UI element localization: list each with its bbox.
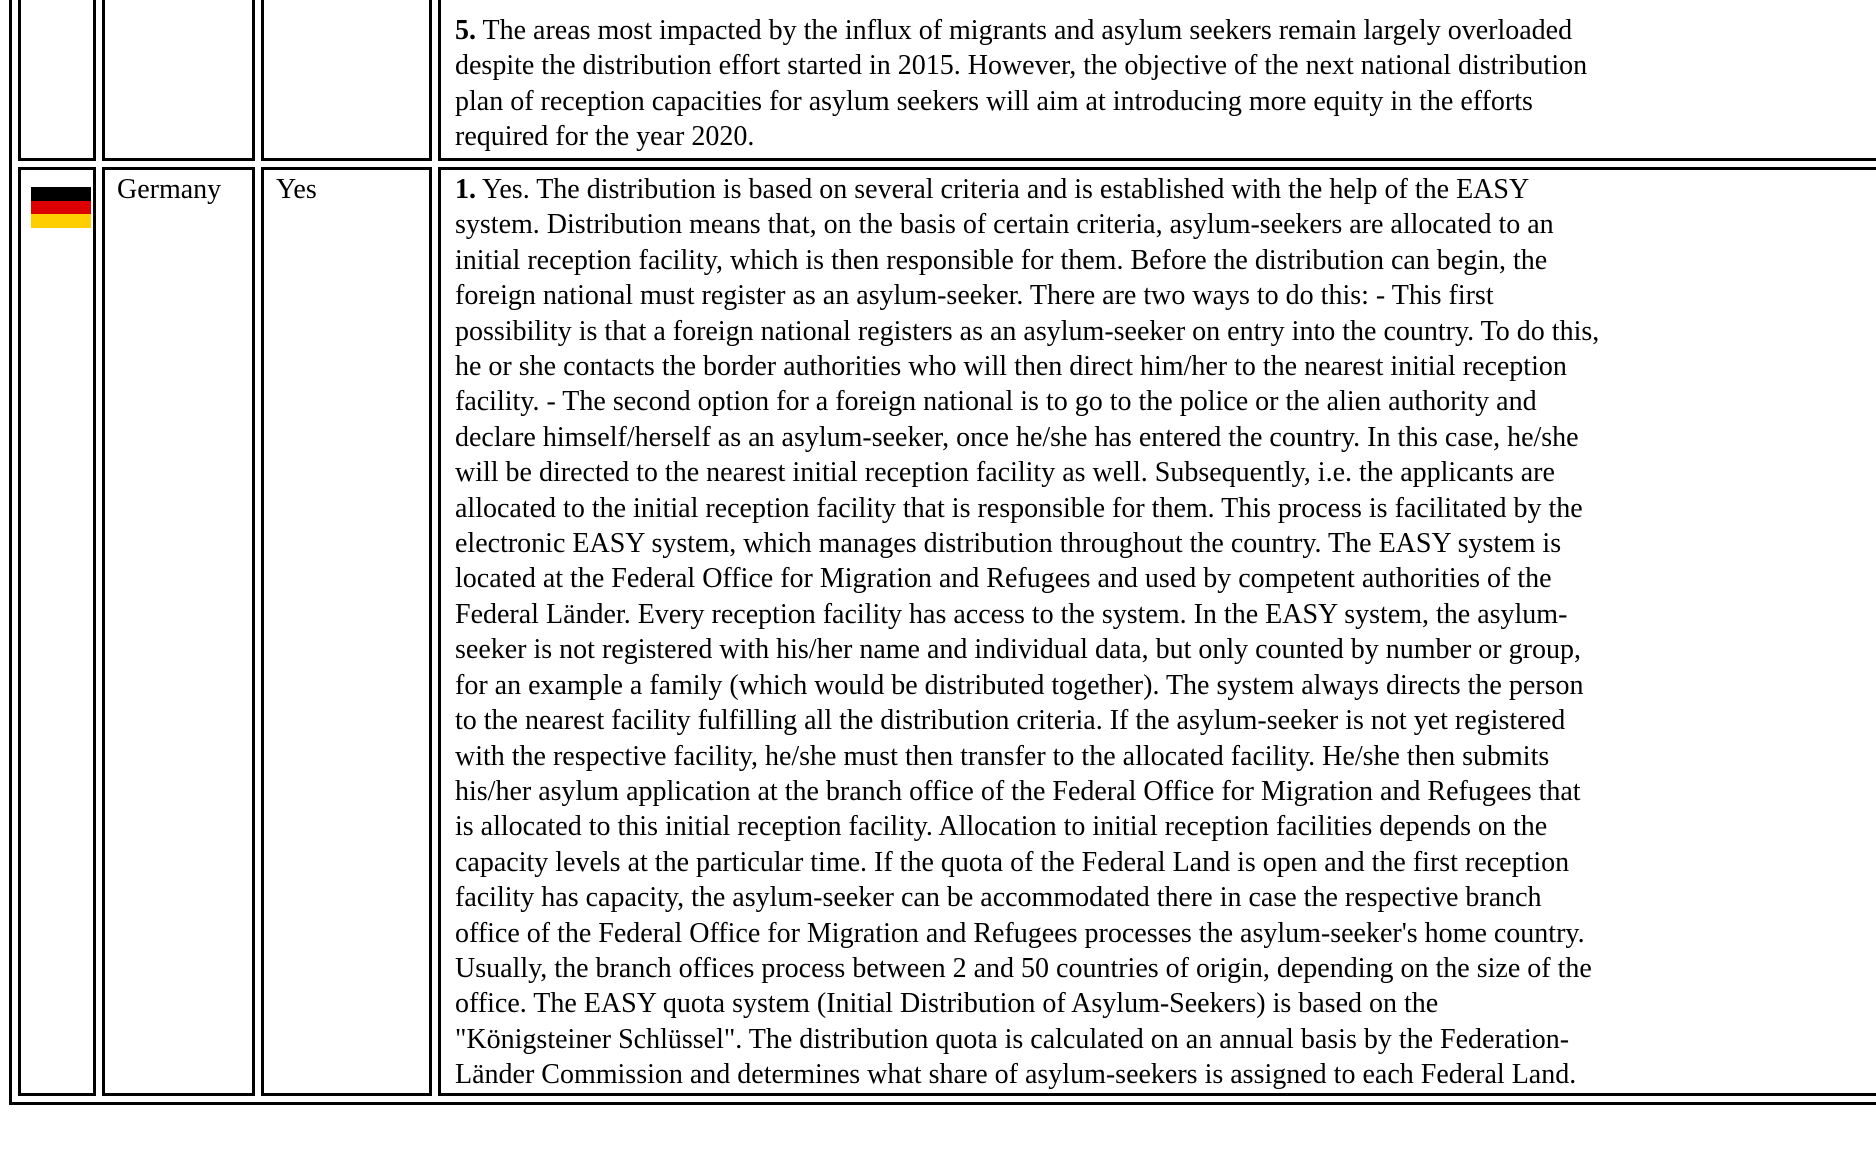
flag-cell [18,0,96,161]
detail-paragraph [441,170,1876,1093]
flag-stripe-black [31,187,91,201]
flag-stripe-gold [31,214,91,228]
country-cell [102,0,255,161]
detail-body: The areas most impacted by the influx of migrants and asylum seekers remain largely overloaded despite the distribution effort started in 2015. However, the objective of the next national distribution plan of reception capacities for asylum seekers will aim at introducing more equity in the efforts required for the year 2020. [455,15,1588,153]
flag-cell [18,167,96,1096]
detail-cell [438,167,1876,1096]
detail-number: 5. [455,15,476,46]
country-name [105,0,252,2]
detail-number: 1. [455,174,476,205]
table-row [18,0,1876,161]
germany-flag-icon [31,187,91,228]
answer-cell [261,167,432,1096]
country-answers-table [9,0,1876,1105]
country-cell [102,167,255,1096]
answer-value [264,0,429,2]
document-page [9,0,1876,1105]
answer-cell [261,0,432,161]
answer-value: Yes [276,174,317,205]
detail-body: Yes. The distribution is based on several criteria and is established with the help of the EASY system. Distribution means that, on the basis of certain criteria, asylum-seekers are allocated to an initial reception facility, which is then responsible for them. Before the distribution can begin, the foreign national must register as an asylum-seeker. There are two ways to do this: - This first possibility is that a foreign national registers as an asylum-seeker on entry into the country. To do this, he or she contacts the border authorities who will then direct him/her to the nearest initial reception facility. - The second option for a foreign national is to go to the police or the alien authority and declare himself/herself as an asylum-seeker, once he/she has entered the country. In this case, he/she will be directed to the nearest initial reception facility as well. Subsequently, i.e. the applicants are allocated to the initial reception facility that is responsible for them. This process is facilitated by the electronic EASY system, which manages distribution throughout the country. The EASY system is located at the Federal Office for Migration and Refugees and used by competent authorities of the Federal Länder. Every reception facility has access to the system. In the EASY system, the asylum- seeker is not registered with his/her name and individual data, but only counted by number or group, for an example a family (which would be distributed together). The system always directs the person to the nearest facility fulfilling all the distribution criteria. If the asylum-seeker is not yet registered with the respective facility, he/she must then transfer to the allocated facility. He/she then submits his/her asylum application at the branch office of the Federal Office for Migration and Refugees that is allocated to this initial reception facility. Allocation to initial reception facilities depends on the capacity levels at the particular time. If the quota of the Federal Land is open and the first reception facility has capacity, the asylum-seeker can be accommodated there in case the respective branch office of the Federal Office for Migration and Refugees processes the asylum-seeker's home country. Usually, the branch offices process between 2 and 50 countries of origin, depending on the size of the office. The EASY quota system (Initial Distribution of Asylum-Seekers) is based on the "Königsteiner Schlüssel". The distribution quota is calculated on an annual basis by the Federation- Länder Commission and determines what share of asylum-seekers is assigned to each Federal Land. [455,174,1600,1091]
flag-stripe-red [31,201,91,215]
detail-cell [438,0,1876,161]
country-name: Germany [117,174,222,205]
detail-paragraph [441,0,1876,155]
table-row [18,167,1876,1096]
